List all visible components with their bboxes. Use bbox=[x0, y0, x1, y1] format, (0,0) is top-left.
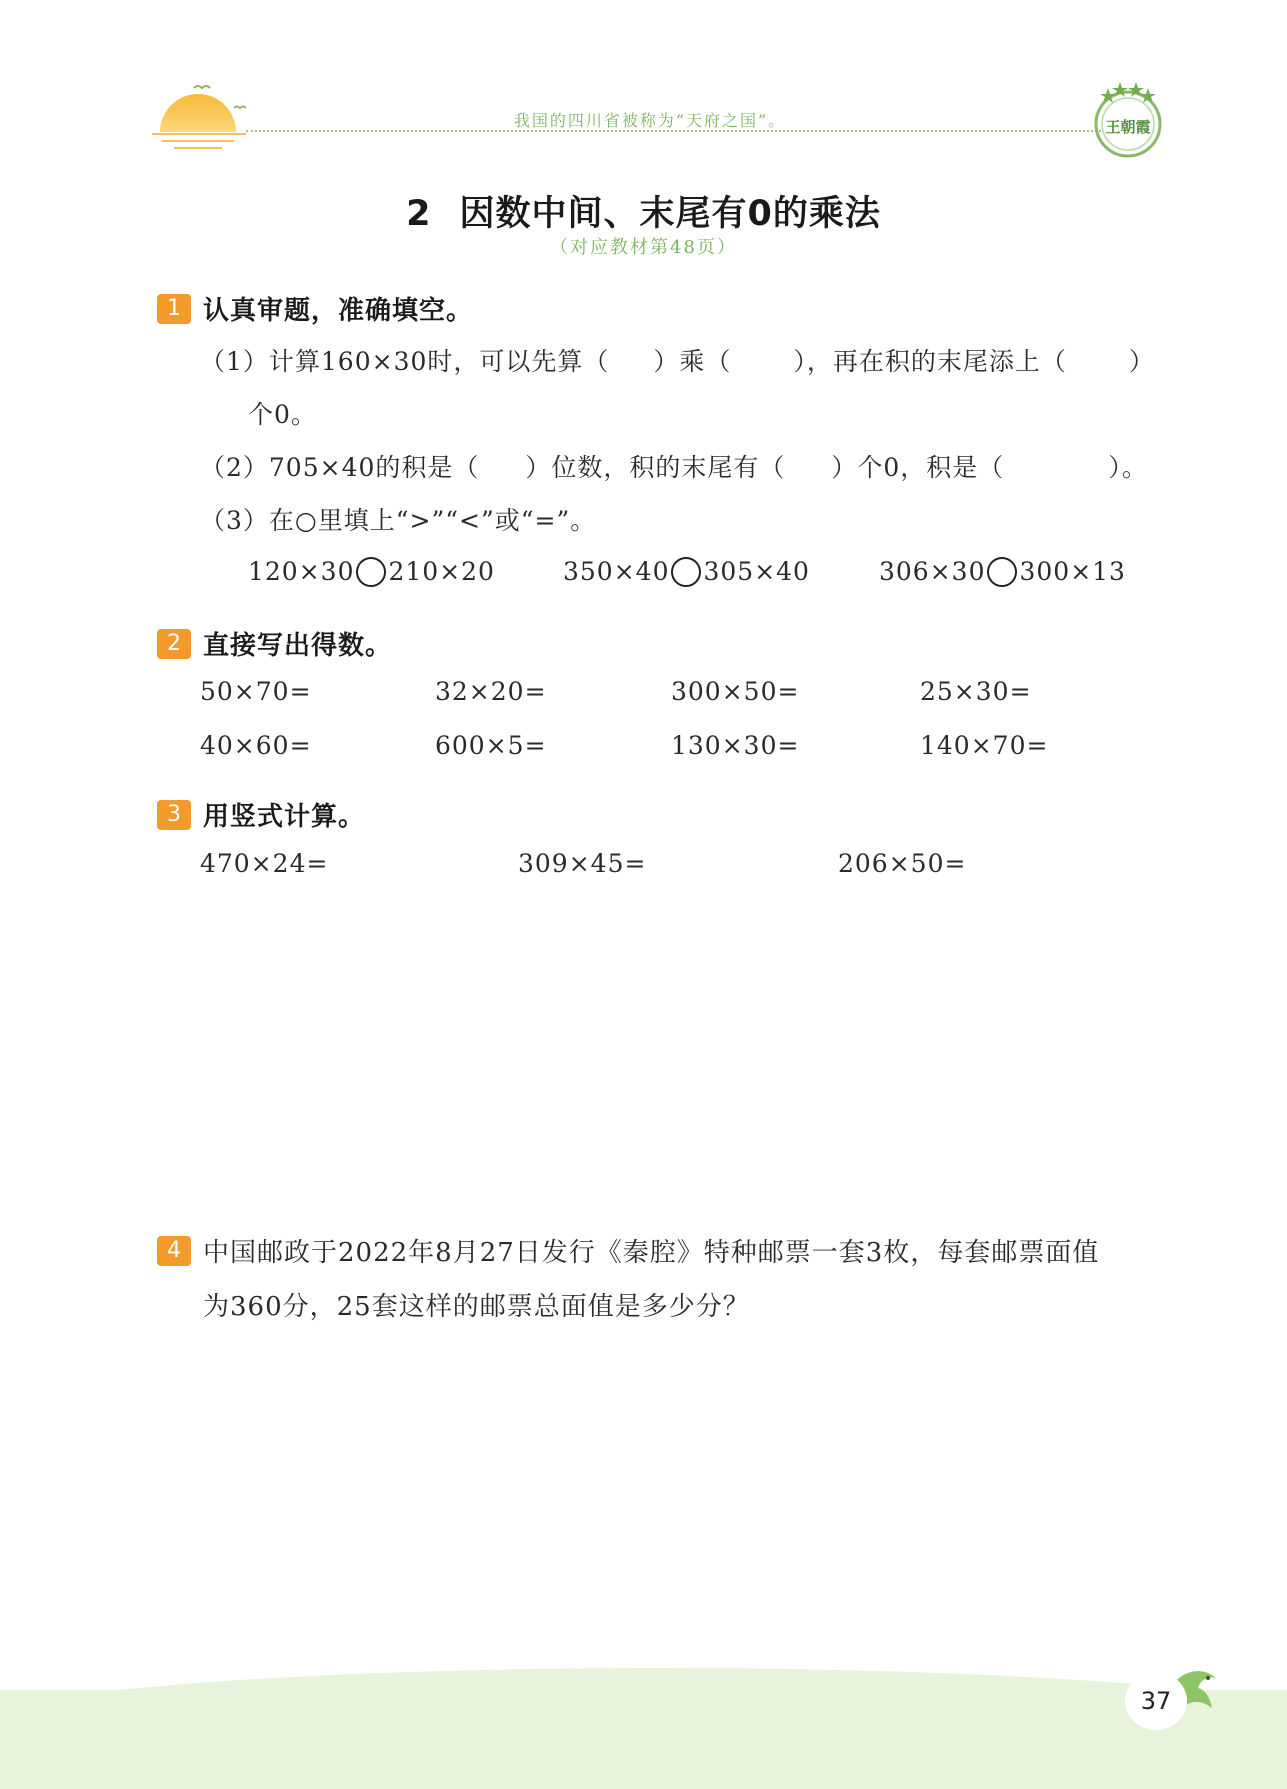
page-number-badge bbox=[1125, 1672, 1187, 1730]
oral-calc-item: 300×50= bbox=[671, 677, 800, 706]
q4-badge: 4 bbox=[157, 1236, 191, 1266]
q1-header bbox=[157, 290, 473, 327]
q3-title: 用竖式计算。 bbox=[203, 802, 366, 832]
q1-p1-text-a: （1）计算160×30时，可以先算（ bbox=[200, 347, 610, 376]
oral-calc-item: 600×5= bbox=[435, 731, 547, 760]
brand-logo-icon bbox=[1088, 76, 1168, 166]
q4-line1: 中国邮政于2022年8月27日发行《秦腔》特种邮票一套3枚，每套邮票面值 bbox=[203, 1238, 1100, 1268]
compare-left: 306×30 bbox=[879, 557, 986, 586]
textbook-reference: （对应教材第48页） bbox=[550, 237, 737, 258]
sunset-icon bbox=[150, 76, 260, 156]
compare-circle[interactable] bbox=[671, 557, 701, 587]
page-number: 37 bbox=[1140, 1687, 1172, 1715]
q4-line2: 为360分，25套这样的邮票总面值是多少分？ bbox=[203, 1292, 750, 1322]
q1-part2 bbox=[200, 448, 1148, 484]
oral-calc-item: 130×30= bbox=[671, 731, 800, 760]
oral-calc-item: 32×20= bbox=[435, 677, 547, 706]
vertical-calc-item: 309×45= bbox=[518, 849, 647, 878]
ground-band bbox=[0, 1690, 1287, 1789]
vertical-calc-item: 470×24= bbox=[200, 849, 329, 878]
q1-p1-text-b: ）乘（ bbox=[653, 347, 732, 376]
compare-left: 350×40 bbox=[563, 557, 670, 586]
q4-header bbox=[157, 1232, 1099, 1269]
q1-part3: （3）在○里填上“>”“<”或“=”。 bbox=[200, 506, 597, 535]
compare-item bbox=[563, 557, 810, 589]
compare-right: 210×20 bbox=[388, 557, 495, 586]
vertical-calc-item: 206×50= bbox=[838, 849, 967, 878]
q3-badge: 3 bbox=[157, 800, 191, 830]
q1-part1-line2: 个0。 bbox=[248, 400, 317, 429]
q2-badge: 2 bbox=[157, 629, 191, 659]
q1-p2-text-d: ）。 bbox=[1108, 453, 1148, 482]
oral-calc-item: 40×60= bbox=[200, 731, 312, 760]
q1-part1-line1 bbox=[200, 342, 1155, 378]
q1-p2-text-a: （2）705×40的积是（ bbox=[200, 453, 480, 482]
oral-calc-item: 50×70= bbox=[200, 677, 312, 706]
compare-right: 300×13 bbox=[1019, 557, 1126, 586]
compare-item bbox=[248, 557, 495, 589]
compare-circle[interactable] bbox=[987, 557, 1017, 587]
q2-header bbox=[157, 625, 392, 662]
q1-badge: 1 bbox=[157, 294, 191, 324]
q2-title: 直接写出得数。 bbox=[203, 631, 393, 661]
q1-p1-text-c: ），再在积的末尾添上（ bbox=[793, 347, 1067, 376]
lesson-title: 因数中间、末尾有0的乘法 bbox=[459, 194, 881, 234]
q1-p1-text-d: ） bbox=[1128, 347, 1155, 376]
compare-left: 120×30 bbox=[248, 557, 355, 586]
header-tip: 我国的四川省被称为“天府之国”。 bbox=[513, 111, 787, 130]
q1-title: 认真审题，准确填空。 bbox=[203, 296, 474, 326]
compare-item bbox=[879, 557, 1126, 589]
lesson-number: 2 bbox=[406, 194, 432, 234]
oral-calc-item: 25×30= bbox=[920, 677, 1032, 706]
q1-p2-text-b: ）位数，积的末尾有（ bbox=[525, 453, 786, 482]
svg-text:王朝霞: 王朝霞 bbox=[1105, 118, 1151, 136]
compare-circle[interactable] bbox=[356, 557, 386, 587]
q1-p2-text-c: ）个0，积是（ bbox=[831, 453, 1005, 482]
oral-calc-item: 140×70= bbox=[920, 731, 1049, 760]
q3-header bbox=[157, 796, 365, 833]
compare-right: 305×40 bbox=[703, 557, 810, 586]
page-title bbox=[0, 186, 1287, 236]
